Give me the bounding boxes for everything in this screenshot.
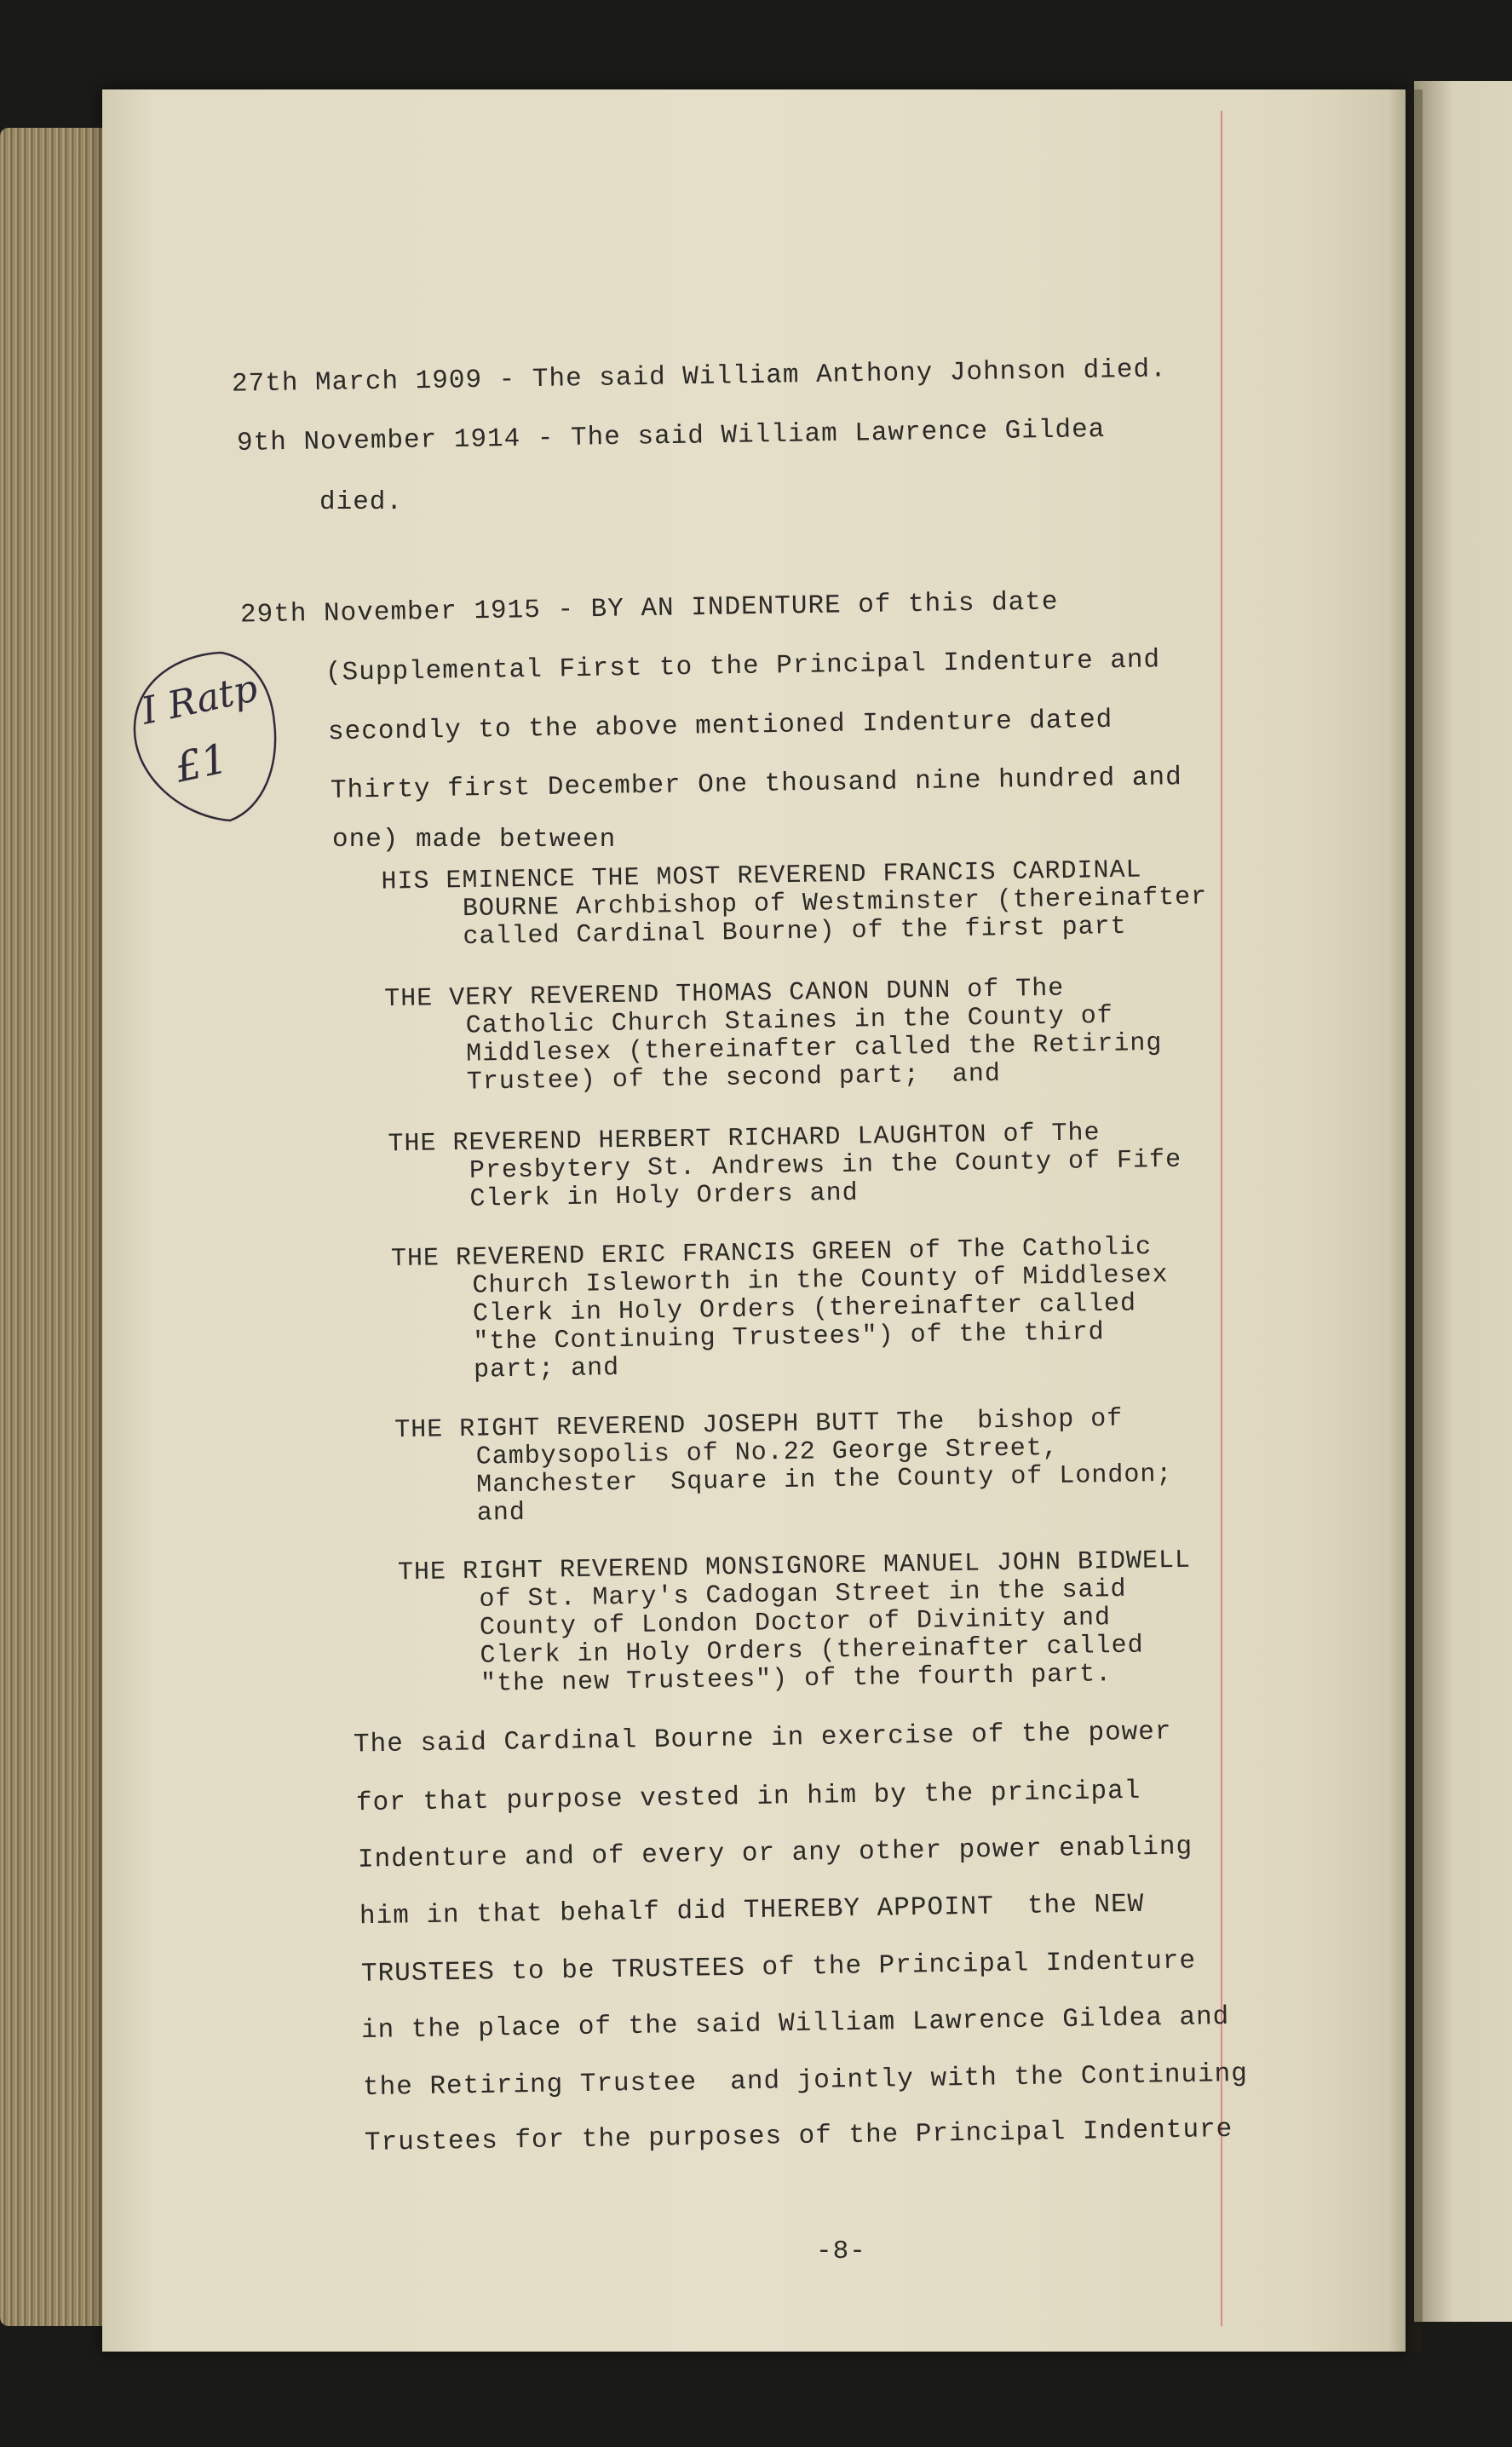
entry-1915-line3: secondly to the above mentioned Indenture dated	[327, 705, 1113, 748]
closing-line-1: The said Cardinal Bourne in exercise of the power	[353, 1717, 1172, 1760]
entry-1915: 29th November 1915 - BY AN INDENTURE of this date	[239, 587, 1059, 630]
closing-line-4: him in that behalf did THEREBY APPOINT the NEW	[359, 1889, 1145, 1932]
margin-note-text-1: I Ratp	[137, 666, 262, 734]
spine-shadow	[1388, 89, 1423, 2352]
party-canon-dunn: THE VERY REVEREND THOMAS CANON DUNN of The Catholic Church Staines in the County of Middlesex (thereinafter called the Retiring Trustee) of the second part; and	[384, 974, 1163, 1099]
margin-note-text-2: £1	[170, 734, 233, 792]
page-number: -8-	[816, 2237, 866, 2266]
facing-page	[1414, 81, 1512, 2322]
margin-note	[128, 646, 281, 829]
party-joseph-butt: THE RIGHT REVEREND JOSEPH BUTT The bishop of Cambysopolis of No.22 George Street, Manchester Square in the County of London; and	[394, 1404, 1173, 1530]
entry-1915-line5: one) made between	[332, 825, 617, 855]
entry-1914-cont: died.	[319, 487, 404, 517]
closing-line-7: the Retiring Trustee and jointly with the Continuing	[362, 2058, 1249, 2104]
party-manuel-bidwell: THE RIGHT REVEREND MONSIGNORE MANUEL JOHN BIDWELL of St. Mary's Cadogan Street in the said County of London Doctor of Divinity and Clerk in Holy Orders (thereinafter called "the new Trustees") of the fourth part.	[397, 1546, 1192, 1701]
book-page-edges	[0, 128, 119, 2326]
closing-line-2: for that purpose vested in him by the principal	[355, 1776, 1141, 1819]
closing-line-6: in the place of the said William Lawrence Gildea and	[360, 2001, 1230, 2047]
party-cardinal-bourne: HIS EMINENCE THE MOST REVEREND FRANCIS CARDINAL BOURNE Archbishop of Westminster (thereinafter called Cardinal Bourne) of the first part	[381, 855, 1208, 953]
entry-1909: 27th March 1909 - The said William Anthony Johnson died.	[231, 354, 1167, 400]
closing-line-3: Indenture and of every or any other power enabling	[357, 1832, 1193, 1875]
party-herbert-laughton: THE REVEREND HERBERT RICHARD LAUGHTON of The Presbytery St. Andrews in the County of Fife Clerk in Holy Orders and	[388, 1119, 1182, 1216]
party-eric-green: THE REVEREND ERIC FRANCIS GREEN of The Catholic Church Isleworth in the County of Middlesex Clerk in Holy Orders (thereinafter called "the Continuing Trustees") of the third part; and	[390, 1233, 1169, 1387]
closing-line-8: Trustees for the purposes of the Principal Indenture	[364, 2114, 1233, 2159]
entry-1914: 9th November 1914 - The said William Lawrence Gildea	[236, 414, 1106, 459]
margin-rule-line	[1221, 111, 1222, 2326]
closing-line-5: TRUSTEES to be TRUSTEES of the Principal Indenture	[360, 1946, 1197, 1989]
entry-1915-line4: Thirty first December One thousand nine hundred and	[330, 763, 1182, 806]
entry-1915-line2: (Supplemental First to the Principal Indenture and	[325, 645, 1161, 688]
